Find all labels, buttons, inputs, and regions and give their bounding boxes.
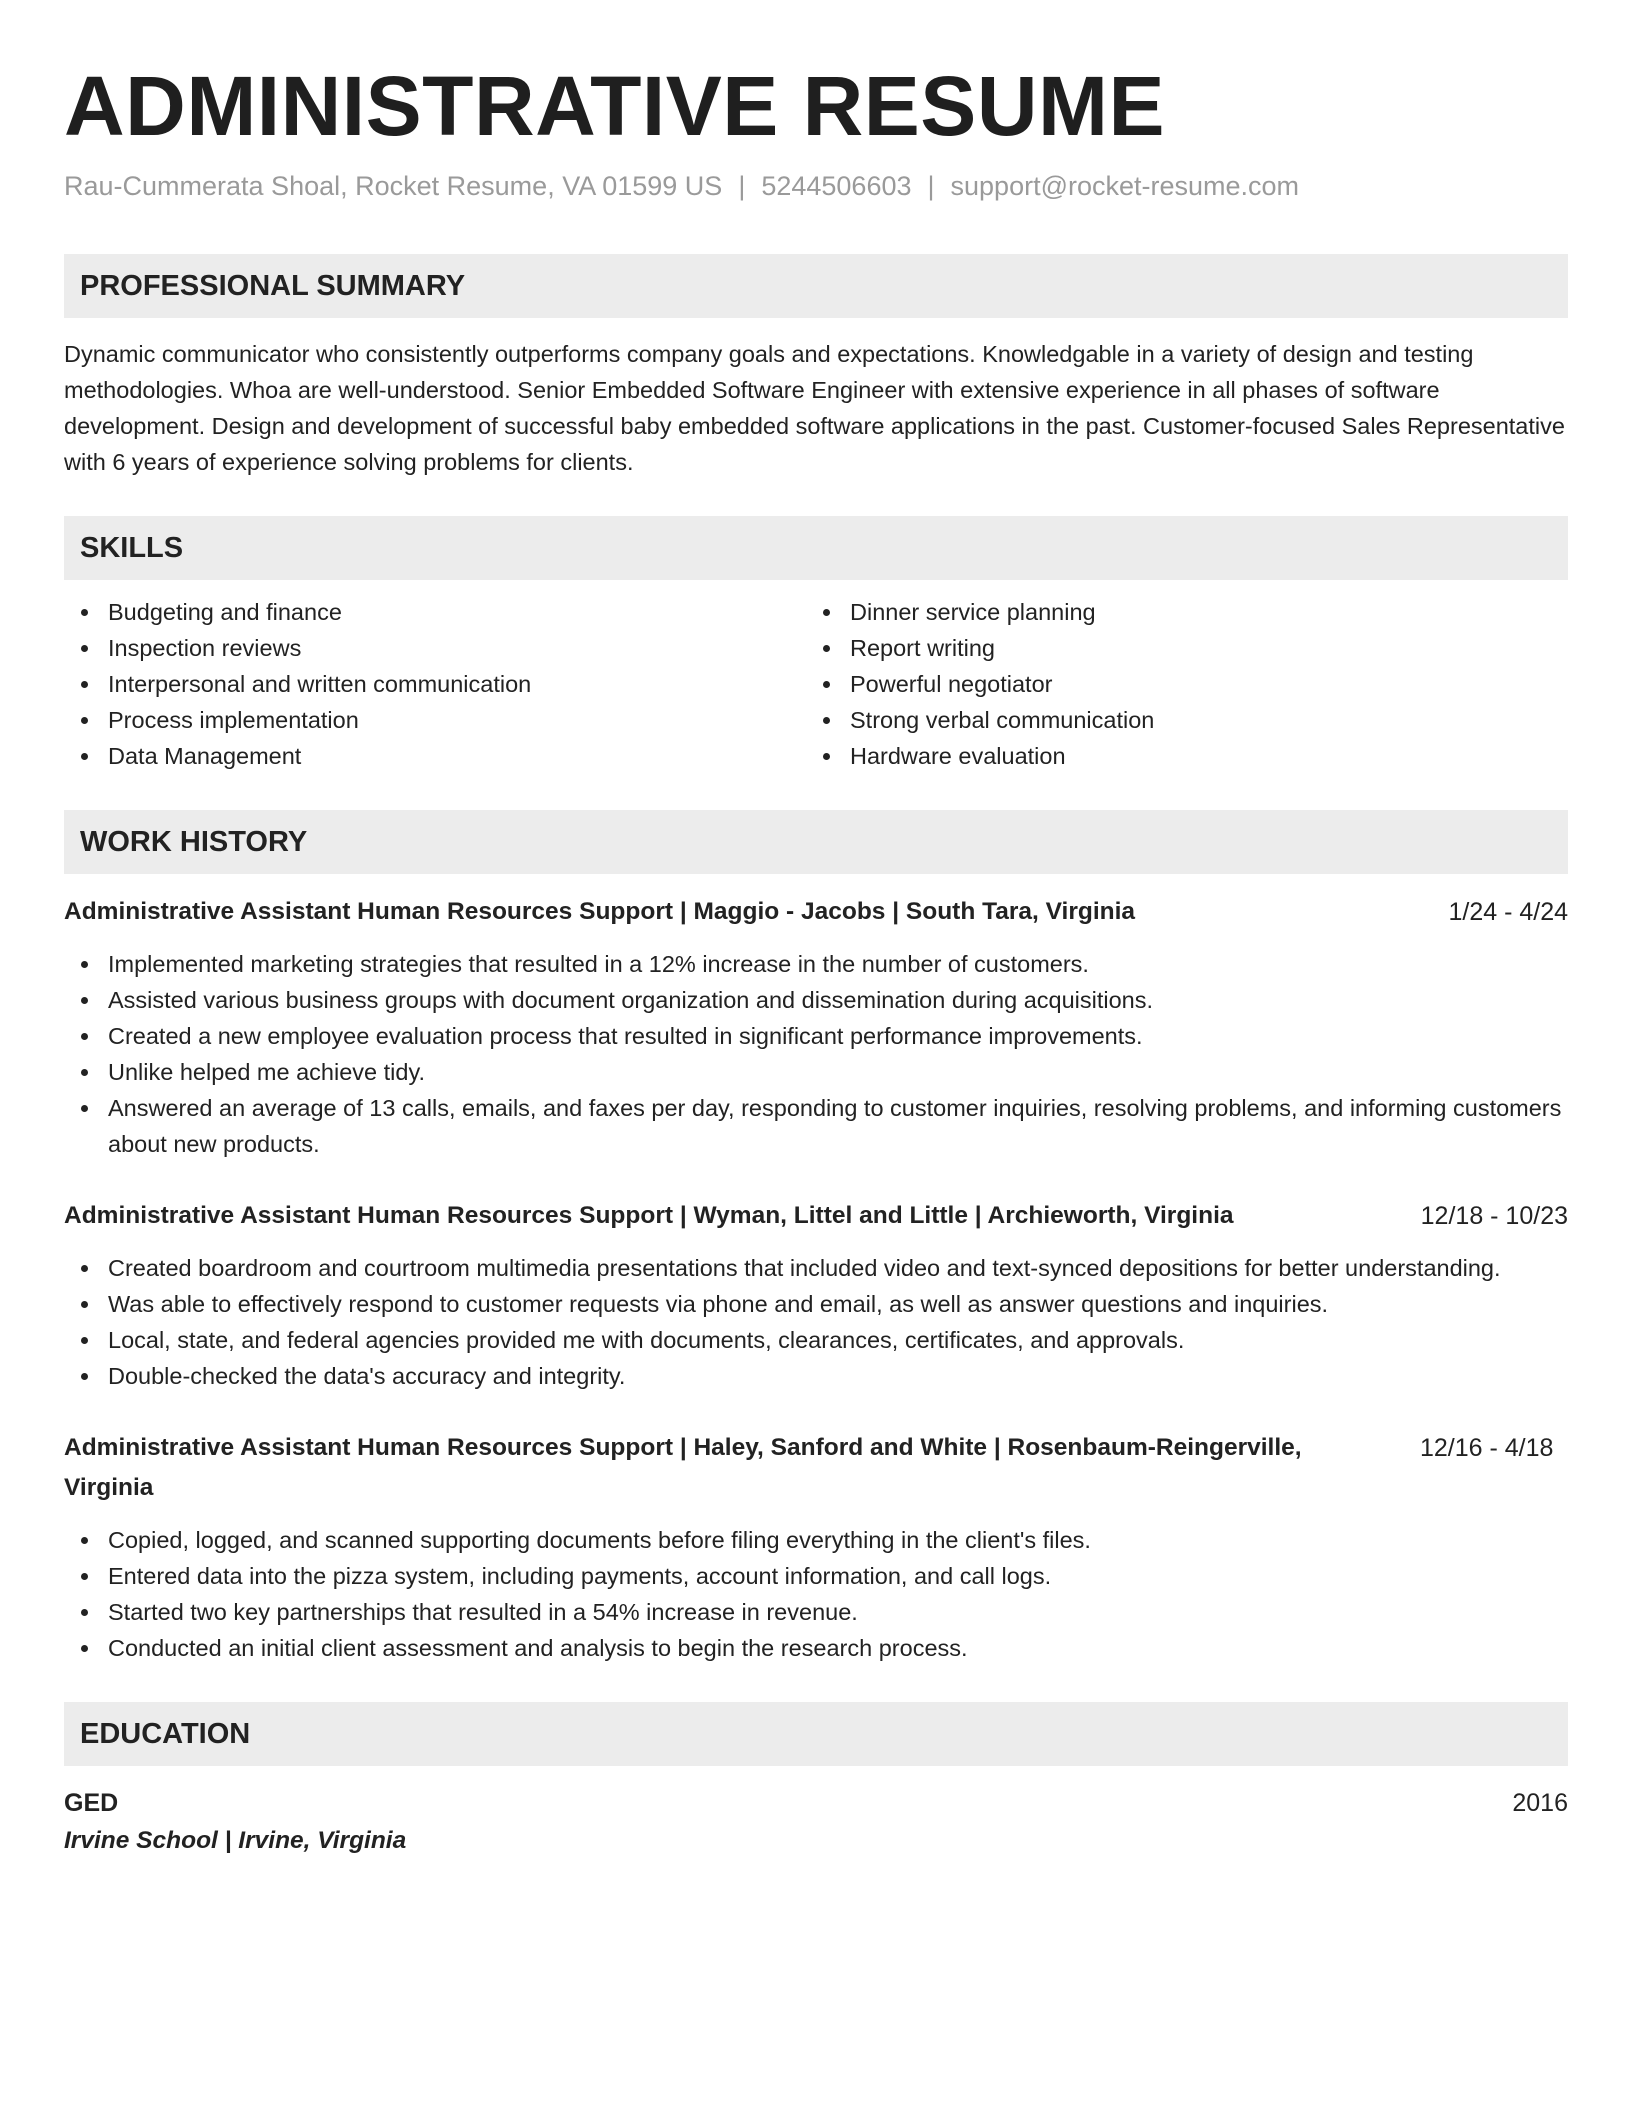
skill-item: Process implementation [64,702,806,738]
education-school: Irvine School | Irvine, Virginia [64,1827,407,1854]
skill-item: Dinner service planning [806,594,1548,630]
contact-address: Rau-Cummerata Shoal, Rocket Resume, VA 01599 US [64,171,723,201]
job-bullets [64,1250,1568,1394]
summary-text: Dynamic communicator who consistently outperforms company goals and expectations. Knowledgable in a variety of design and testing methodologies. Whoa are well-understood. Senior Embedded Software Engineer with extensive experience in all phases of software development. Design and development of successful baby embedded software applications in the past. Customer-focused Sales Representative with 6 years of experience solving problems for clients. [64,341,1565,475]
job-bullet: Local, state, and federal agencies provided me with documents, clearances, certificates, and approvals. [64,1322,1568,1358]
contact-line [64,168,1568,204]
skill-item: Data Management [64,738,806,774]
skill-item: Strong verbal communication [806,702,1548,738]
job-title: Administrative Assistant Human Resources Support | Haley, Sanford and White | Rosenbaum-Reingerville, Virginia [64,1434,1302,1501]
education-entry [64,1784,1568,1860]
job-bullet: Assisted various business groups with document organization and dissemination during acquisitions. [64,982,1568,1018]
job-title: Administrative Assistant Human Resources Support | Maggio - Jacobs | South Tara, Virginia [64,898,1136,925]
job-bullet: Was able to effectively respond to customer requests via phone and email, as well as answer questions and inquiries. [64,1286,1568,1322]
job-date: 12/18 - 10/23 [1420,1202,1568,1230]
job-bullet: Unlike helped me achieve tidy. [64,1054,1568,1090]
job-entry [64,1428,1568,1666]
contact-separator: | [927,171,935,201]
job-bullet: Created a new employee evaluation process that resulted in significant performance improvements. [64,1018,1568,1054]
work-history-heading: WORK HISTORY [64,810,1568,874]
education-degree: GED [64,1789,119,1817]
education-heading: EDUCATION [64,1702,1568,1766]
skill-item: Report writing [806,630,1548,666]
contact-phone: 5244506603 [761,171,912,201]
job-bullet: Entered data into the pizza system, including payments, account information, and call logs. [64,1558,1568,1594]
job-bullet: Started two key partnerships that resulted in a 54% increase in revenue. [64,1594,1568,1630]
skill-item: Inspection reviews [64,630,806,666]
job-bullet: Created boardroom and courtroom multimedia presentations that included video and text-synced depositions for better understanding. [64,1250,1568,1286]
job-entry [64,892,1568,1162]
job-bullet: Conducted an initial client assessment and analysis to begin the research process. [64,1630,1568,1666]
skill-item: Budgeting and finance [64,594,806,630]
skill-item: Powerful negotiator [806,666,1548,702]
skills-list [64,594,1568,774]
job-entry [64,1196,1568,1394]
job-header [64,1428,1568,1508]
contact-separator: | [738,171,746,201]
job-bullet: Double-checked the data's accuracy and integrity. [64,1358,1568,1394]
job-header [64,1196,1568,1236]
summary-heading: PROFESSIONAL SUMMARY [64,254,1568,318]
job-date: 12/16 - 4/18 [1420,1434,1554,1462]
job-bullet: Copied, logged, and scanned supporting documents before filing everything in the client's files. [64,1522,1568,1558]
job-date: 1/24 - 4/24 [1448,898,1568,926]
resume-title: ADMINISTRATIVE RESUME [64,59,1165,153]
job-bullet: Answered an average of 13 calls, emails, and faxes per day, responding to customer inquiries, resolving problems, and informing customers about new products. [64,1090,1568,1162]
job-header [64,892,1568,932]
skill-item: Hardware evaluation [806,738,1548,774]
education-year: 2016 [1512,1789,1568,1817]
skills-column-left [64,594,806,774]
education-header [64,1784,1568,1822]
skill-item: Interpersonal and written communication [64,666,806,702]
job-bullets [64,1522,1568,1666]
job-title: Administrative Assistant Human Resources Support | Wyman, Littel and Little | Archieworth, Virginia [64,1202,1234,1229]
skills-heading: SKILLS [64,516,1568,580]
job-bullet: Implemented marketing strategies that resulted in a 12% increase in the number of customers. [64,946,1568,982]
contact-email: support@rocket-resume.com [950,171,1300,201]
job-bullets [64,946,1568,1162]
skills-column-right [806,594,1548,774]
